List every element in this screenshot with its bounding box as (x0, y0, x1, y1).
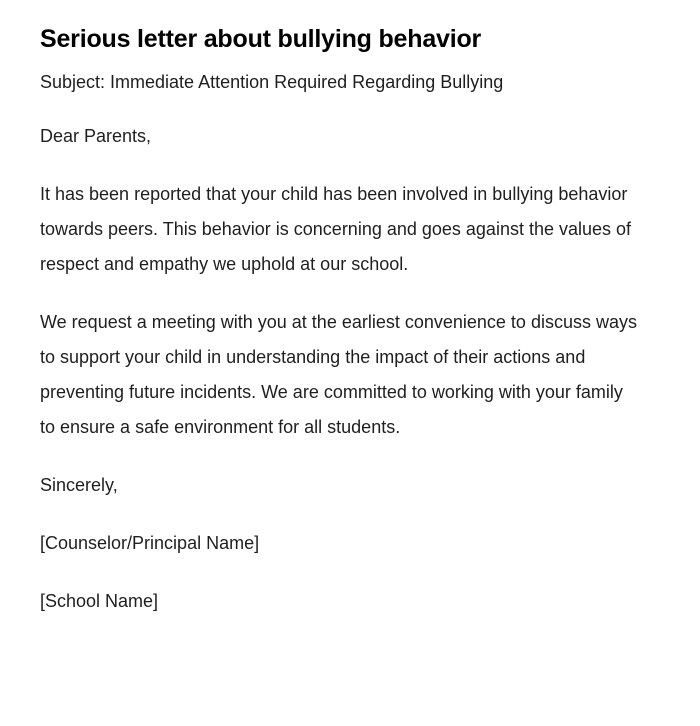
page-title: Serious letter about bullying behavior (40, 25, 482, 53)
subject-line: Subject: Immediate Attention Required Regarding Bullying (40, 72, 504, 92)
closing-line: Sincerely, (40, 475, 118, 495)
body-paragraph-2: We request a meeting with you at the earliest convenience to discuss ways to support your child in understanding the impact of their actions and preventing future incidents. We are committed to working with your family to ensure a safe environment for all students. (40, 312, 637, 437)
signature-organization: [School Name] (40, 591, 159, 611)
body-paragraph-1: It has been reported that your child has been involved in bullying behavior towards peers. This behavior is concerning and goes against the values of respect and empathy we uphold at our school. (40, 184, 632, 274)
salutation: Dear Parents, (40, 126, 152, 146)
signature-name: [Counselor/Principal Name] (40, 533, 260, 553)
